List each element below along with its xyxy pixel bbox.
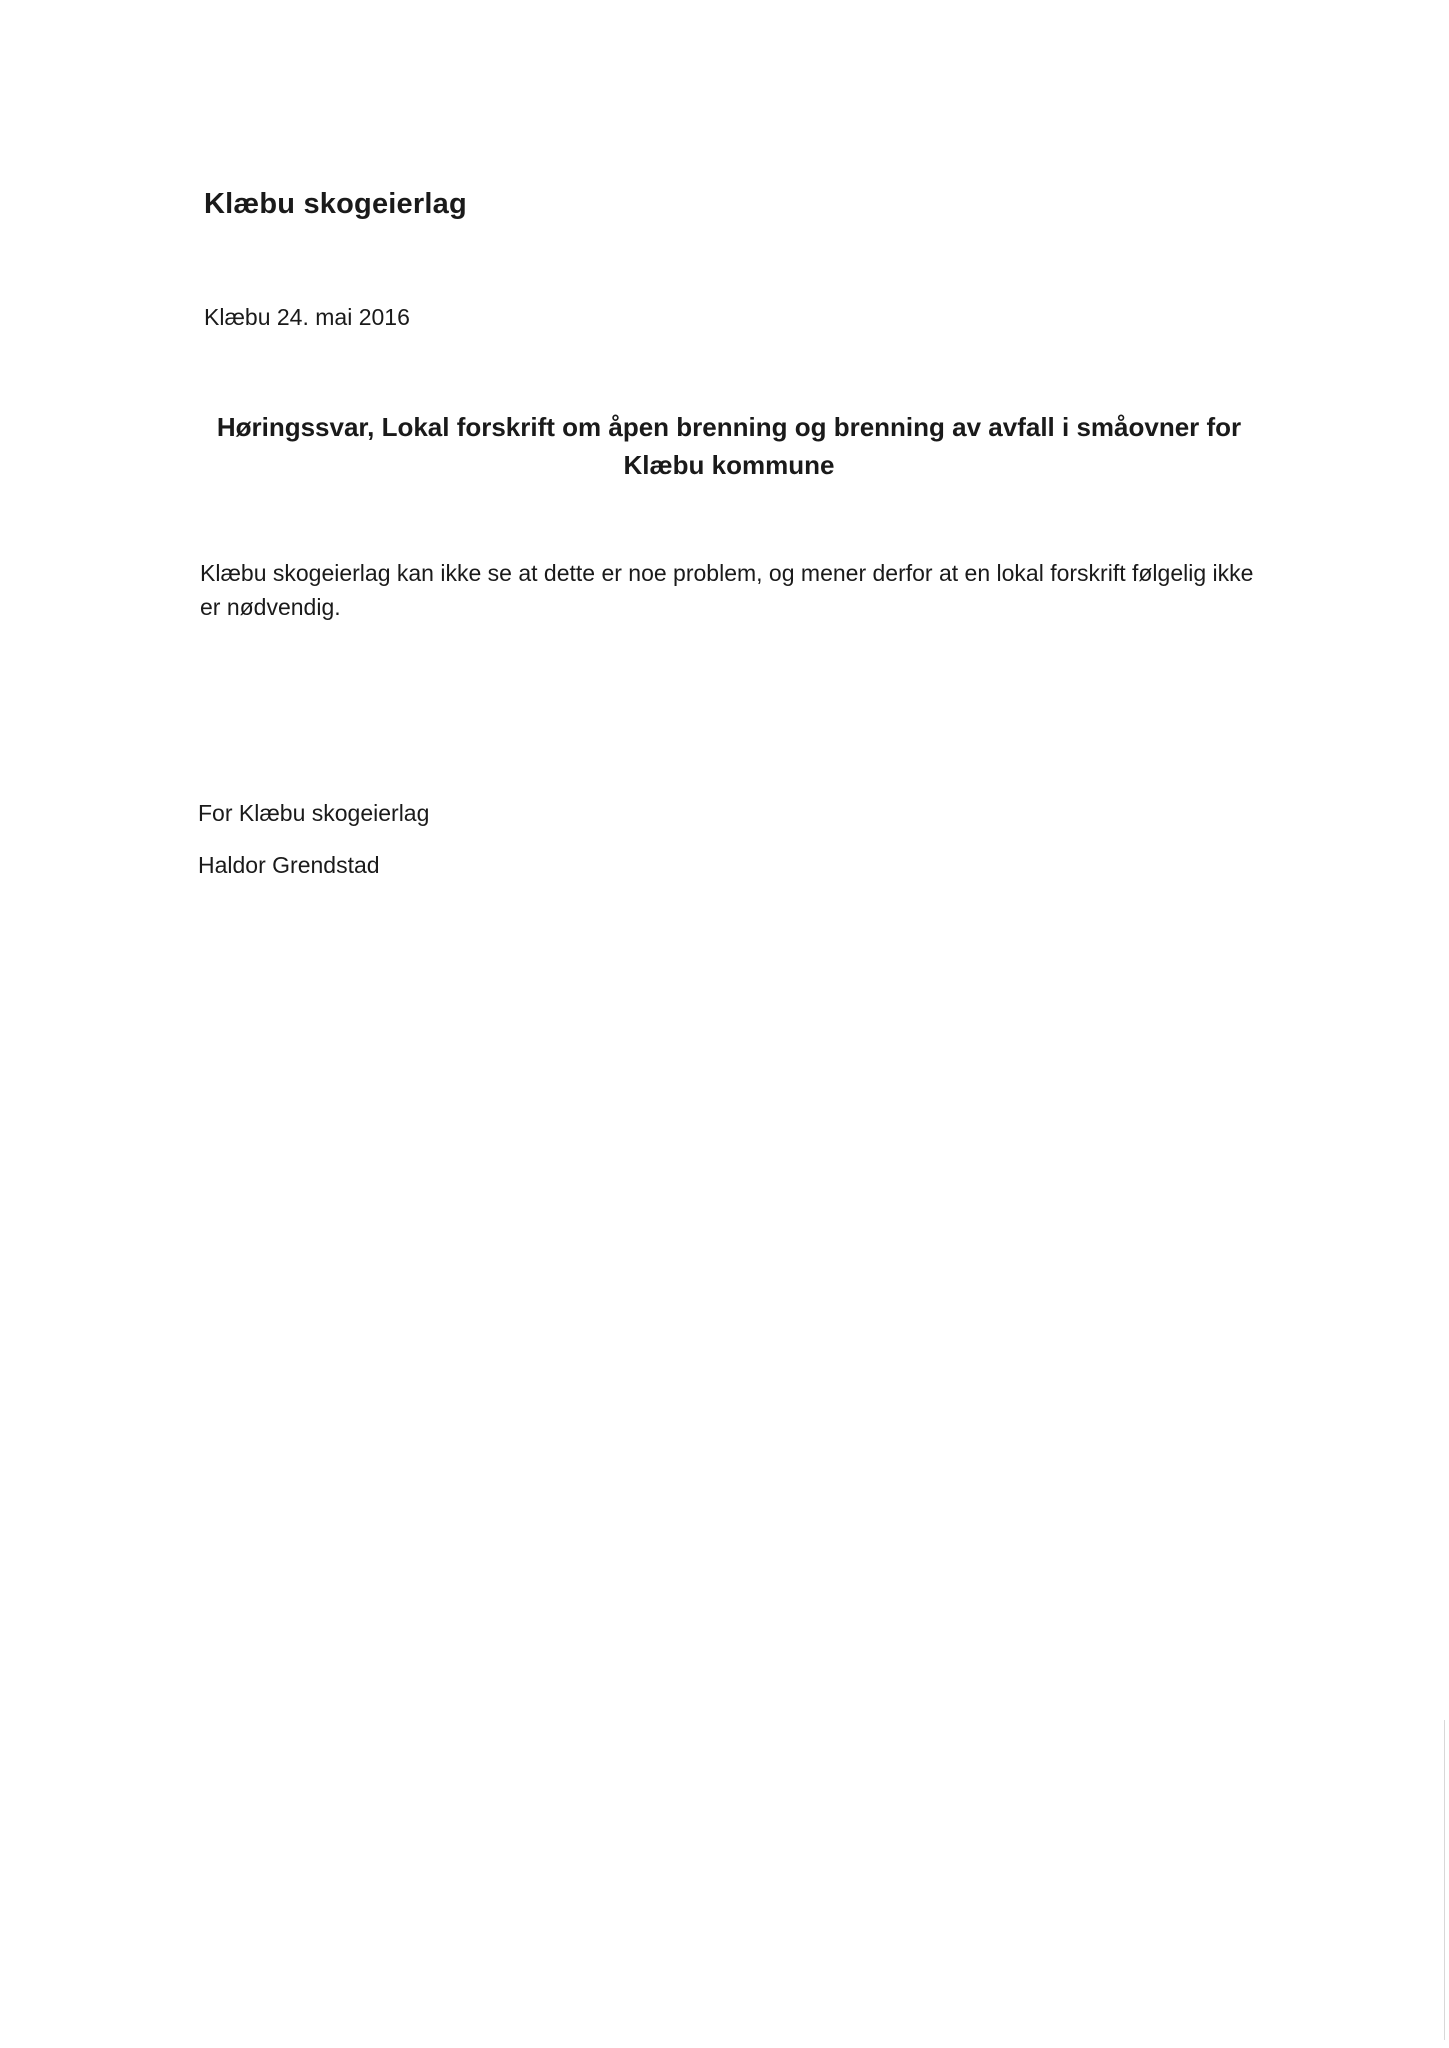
scan-edge-line: [1444, 1720, 1445, 2040]
signer-name: Haldor Grendstad: [198, 852, 380, 878]
organization-title: Klæbu skogeierlag: [204, 188, 467, 220]
body-paragraph: Klæbu skogeierlag kan ikke se at dette er noe problem, og mener derfor at en lokal forskrift følgelig ikke er nødvendig.: [200, 560, 1254, 620]
date-line: Klæbu 24. mai 2016: [204, 304, 410, 330]
signoff-line: For Klæbu skogeierlag: [198, 800, 430, 826]
subject-heading: Høringssvar, Lokal forskrift om åpen brenning og brenning av avfall i småovner for Klæbu kommune: [216, 412, 1242, 480]
